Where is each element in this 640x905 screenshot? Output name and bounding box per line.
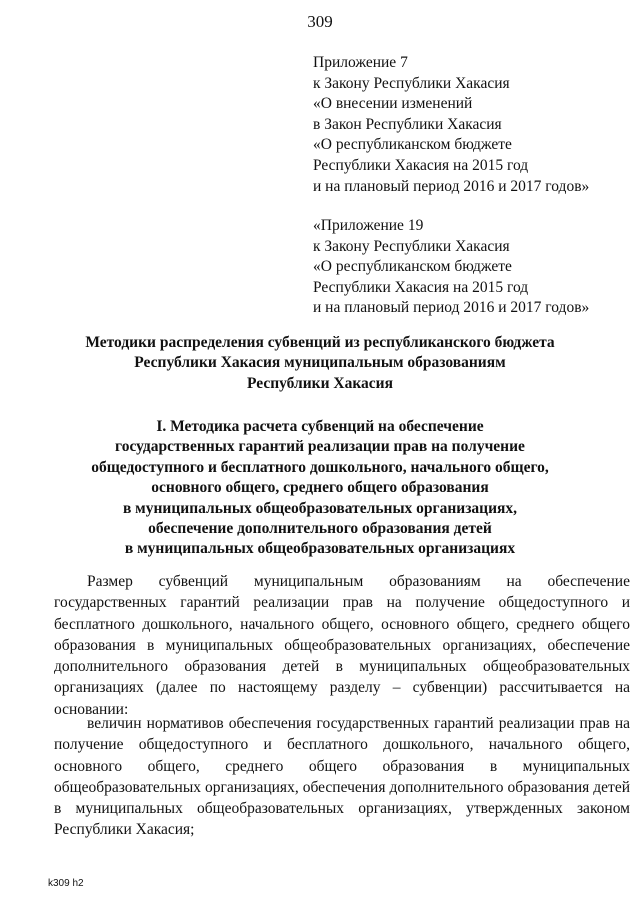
annex-line: к Закону Республики Хакасия bbox=[313, 74, 510, 92]
body-paragraph bbox=[54, 571, 630, 720]
annex-line: «Приложение 19 bbox=[313, 217, 424, 234]
annex-line: Республики Хакасия на 2015 год bbox=[313, 278, 529, 296]
section-title bbox=[0, 417, 640, 560]
section-title-line: основного общего, среднего общего образования bbox=[151, 479, 489, 497]
annex-line: в Закон Республики Хакасия bbox=[313, 115, 502, 133]
annex-line: Приложение 7 bbox=[313, 54, 408, 71]
section-title-line: в муниципальных общеобразовательных организациях, bbox=[122, 499, 518, 517]
annex-line: «О республиканском бюджете bbox=[313, 136, 512, 154]
document-title bbox=[0, 333, 640, 394]
annex-line: и на плановый период 2016 и 2017 годов» bbox=[313, 177, 590, 195]
section-title-line: общедоступного и бесплатного дошкольного, начального общего, bbox=[91, 458, 549, 476]
paragraph-text: величин нормативов обеспечения государственных гарантий реализации прав на получение общедоступного и бесплатного дошкольного, начального общего, основного общего, среднего общего образования в муниципальных общеобразовательных организациях, обеспечения дополнительного образования детей в муниципальных общеобразовательных организациях, утвержденных законом Республики Хакасия; bbox=[54, 715, 630, 839]
annex-7-header bbox=[313, 53, 633, 197]
footer-code: k309 h2 bbox=[48, 878, 84, 889]
annex-line: и на плановый период 2016 и 2017 годов» bbox=[313, 299, 590, 317]
annex-line: Республики Хакасия на 2015 год bbox=[313, 156, 529, 174]
annex-19-header bbox=[313, 216, 633, 319]
annex-line: к Закону Республики Хакасия bbox=[313, 237, 510, 255]
page-number: 309 bbox=[307, 12, 333, 31]
annex-line: «О внесении изменений bbox=[313, 95, 473, 113]
body-paragraph bbox=[54, 713, 630, 841]
title-line: Методики распределения субвенций из республиканского бюджета bbox=[85, 334, 555, 351]
section-title-line: государственных гарантий реализации прав на получение bbox=[115, 438, 525, 456]
paragraph-text: Размер субвенций муниципальным образованиям на обеспечение государственных гарантий реализации прав на получение общедоступного и бесплатного дошкольного, начального общего, основного общего, среднего общего образования в муниципальных общеобразовательных организациях, обеспечение дополнительного образования детей в муниципальных общеобразовательных организациях (далее по настоящему разделу – субвенции) рассчитывается на основании: bbox=[54, 573, 630, 718]
annex-line: «О республиканском бюджете bbox=[313, 258, 512, 276]
title-line: Республики Хакасия bbox=[246, 374, 393, 392]
section-title-line: в муниципальных общеобразовательных организациях bbox=[124, 540, 516, 558]
section-title-line: I. Методика расчета субвенций на обеспечение bbox=[156, 418, 484, 435]
title-line: Республики Хакасия муниципальным образованиям bbox=[134, 354, 506, 372]
section-title-line: обеспечение дополнительного образования детей bbox=[148, 520, 492, 538]
